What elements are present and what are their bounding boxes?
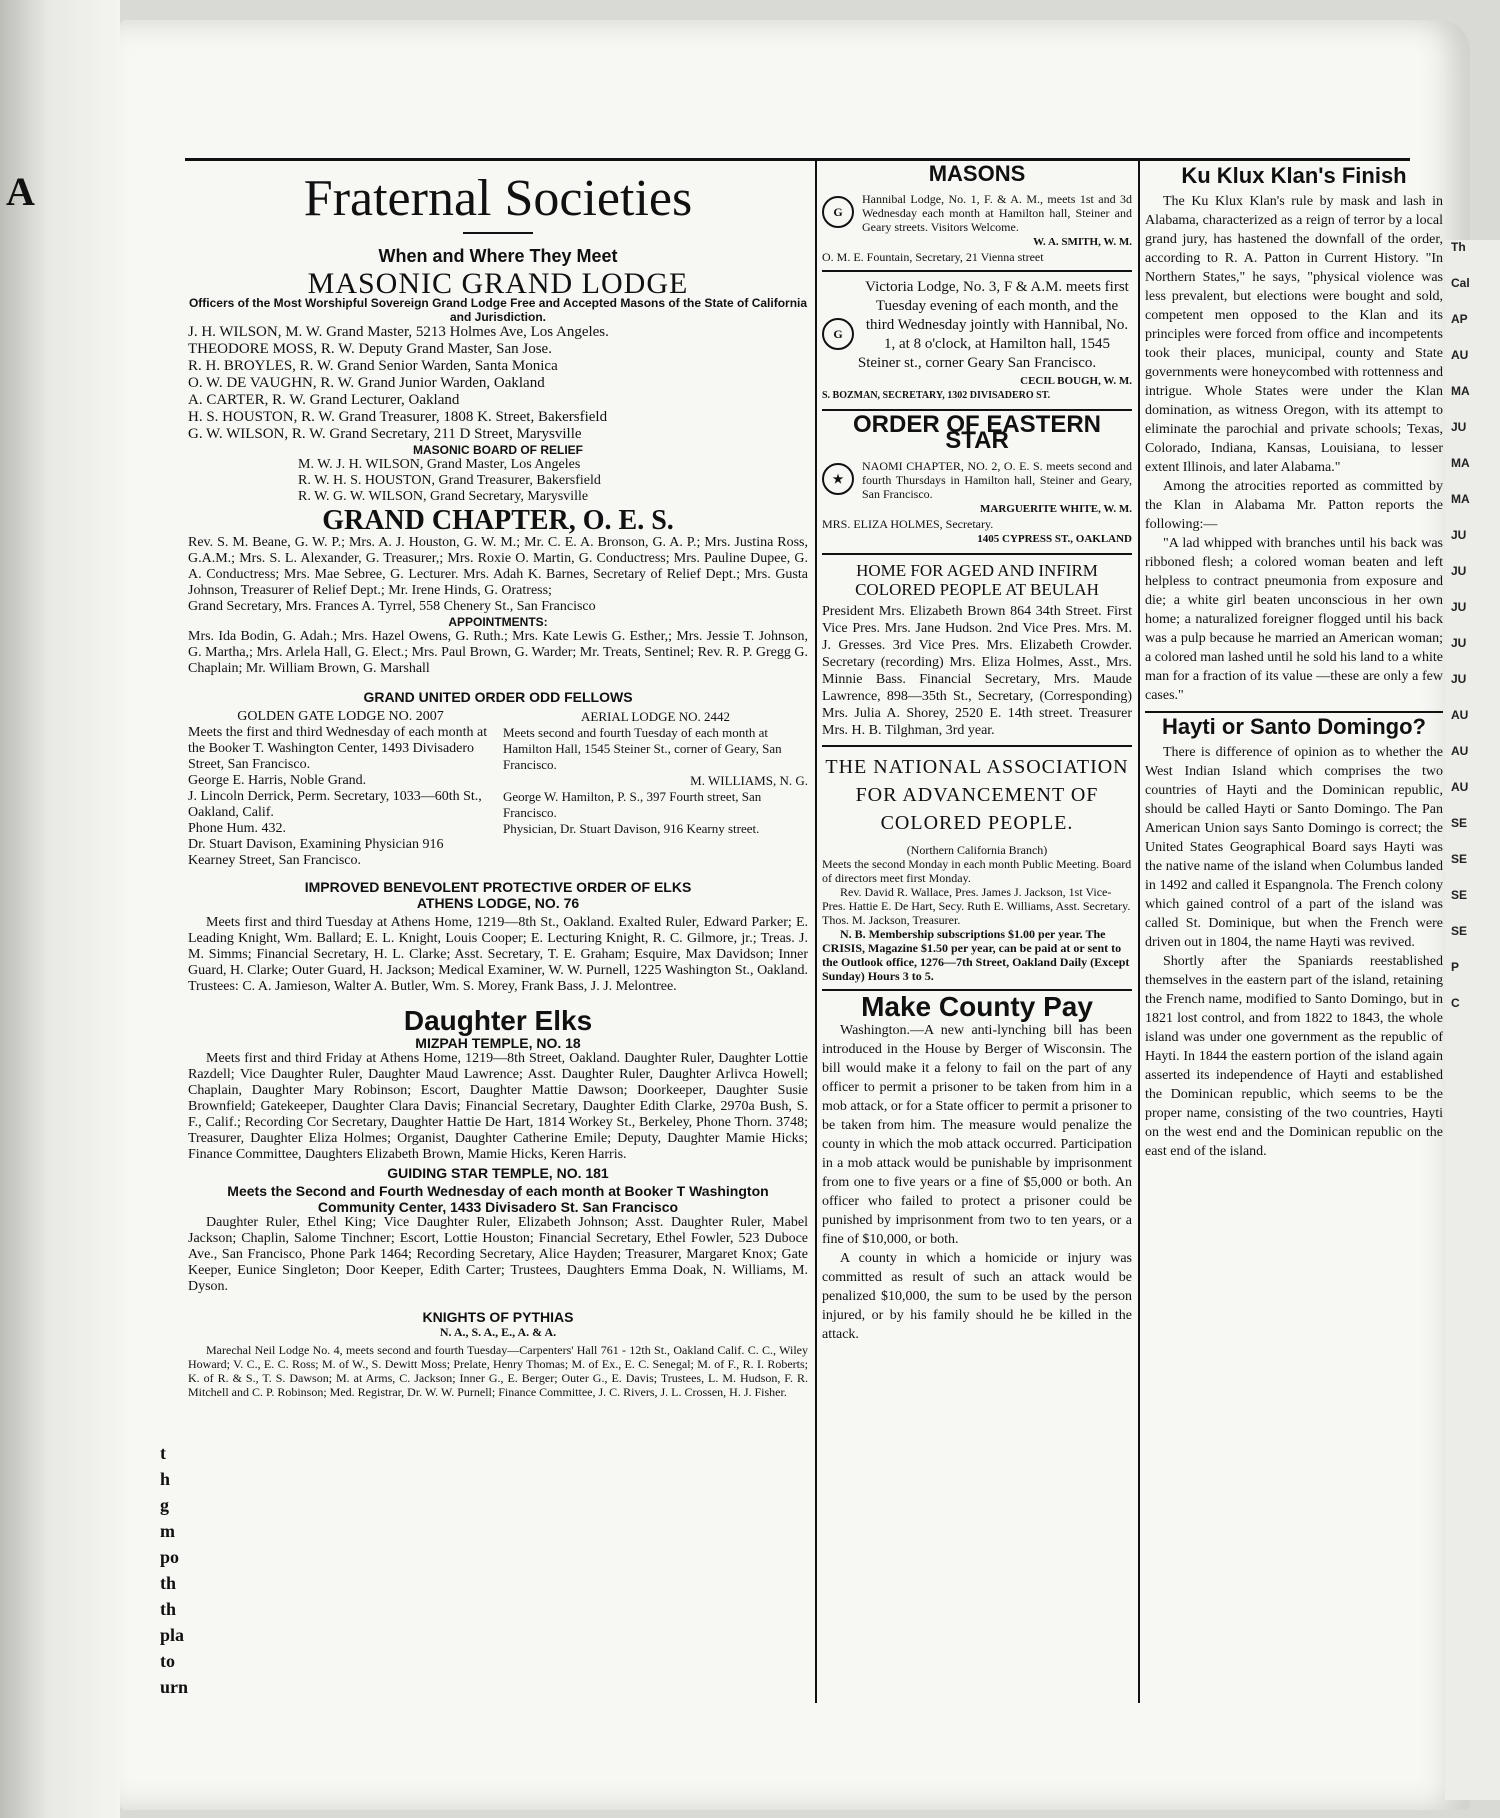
column-rule-2 [1138,158,1140,1703]
right-edge-fragment: C [1451,996,1460,1010]
stub-fragment-line: h [160,1469,171,1489]
mgl-officers [188,324,808,443]
page-title: Fraternal Societies [303,170,693,227]
stub-fragment-line: m [160,1521,175,1541]
masonic-grand-lodge-heading: MASONIC GRAND LODGE [307,267,689,300]
right-edge-fragment: MA [1451,384,1470,398]
right-edge-fragment: P [1451,960,1460,974]
divider [822,553,1132,555]
left-stub-fragment [160,1440,189,1700]
naomi-signature: MARGUERITE WHITE, W. M. [980,503,1132,515]
hayti-heading: Hayti or Santo Domingo? [1162,714,1426,739]
right-edge-fragment: AU [1451,780,1469,794]
victoria-signature: CECIL BOUGH, W. M. [1020,375,1132,387]
column-rule-1 [815,158,817,1703]
middle-column [822,162,1132,1344]
officer-line: R. H. BROYLES, R. W. Grand Senior Warden, Santa Monica [188,358,558,374]
right-edge-fragment: SE [1451,816,1468,830]
appointments-heading: APPOINTMENTS: [448,615,548,629]
right-edge-fragment: AU [1451,348,1469,362]
officer-line: G. W. WILSON, R. W. Grand Secretary, 211 D Street, Marysville [188,426,582,442]
square-compass-icon: G [822,318,854,350]
divider [822,745,1132,747]
grand-chapter-heading: GRAND CHAPTER, O. E. S. [322,505,674,536]
mizpah-heading: MIZPAH TEMPLE, NO. 18 [415,1035,581,1051]
victoria-secretary: S. BOZMAN, SECRETARY, 1302 DIVISADERO ST. [822,390,1051,401]
left-page-letter: A [6,169,35,214]
home-aged-text: President Mrs. Elizabeth Brown 864 34th Street. First Vice Pres. Mrs. Jane Hudson. 2nd Vice Pres. Mrs. M. J. Gresses. 3rd Vice Pres. Mrs. Elizabeth Crowder. Secretary (recording) Mrs. Eliza Holmes, Asst., Mrs. Minnie Bass. Financial Secretary, Mrs. Maude Lawrence, 898—35th St., Secretary, (Corresponding) Mrs. Julia A. Shorey, 2520 E. 14th street. Treasurer Mrs. H. B. Tilghman, 3rd year. [822,604,1132,738]
stub-fragment-line: po [160,1547,180,1567]
stub-fragment-line: urn [160,1677,189,1697]
right-edge-fragment: JU [1451,672,1467,686]
kkk-paragraph-2: Among the atrocities reported as committed by the Klan in Alabama Mr. Patton reports the following:— [1145,479,1443,532]
masons-heading: MASONS [928,161,1026,186]
home-aged-heading: HOME FOR AGED AND INFIRM COLORED PEOPLE AT BEULAH [855,561,1099,599]
hayti-paragraph-1: There is difference of opinion as to whether the West Indian Island which comprises the two countries of Hayti and the Dominican republic, should be called Hayti or Santo Domingo. The Pan American Union says Santo Domingo is correct; the United States Geographical Board says Hayti was the native name of the island when Columbus landed in 1492 and called it Espangnola. The French colony which gained control of a part of the island was called St. Dominique, but when the French were driven out in 1804, the name Hayti was revived. [1145,745,1443,950]
aerial-lodge [503,709,808,869]
right-column [1145,162,1443,1161]
mizpah-text: Meets first and third Friday at Athens Home, 1219—8th Street, Oakland. Daughter Ruler, Daughter Lottie Razdell; Vice Daughter Ruler, Daughter Maud Lawrence; Asst. Daughter Ruler, Daughter Arlivca Howell; Chaplain, Daughter Mary Robinson; Escort, Daughter Mattie Dawson; Doorkeeper, Daughter Susie Brownfield; Gatekeeper, Daughter Clara Davis; Financial Secretary, Daughter Edith Clarke, 2970a Bush, S. F., Calif.; Recording Cor Secretary, Daughter Hattie De Hart, 1814 Workey St., Berkeley, Phone Thorn. 3748; Treasurer, Daughter Eliza Holmes; Organist, Daughter Catherine Emile; Deputy, Daughter Mamie Hicks; Finance Committee, Daughters Elizabeth Brown, Mamie Hicks, Keren Harris. [188,1051,808,1162]
right-edge-fragment: SE [1451,924,1468,938]
right-edge-fragment: JU [1451,420,1467,434]
aerial-text: Meets second and fourth Tuesday of each month at Hamilton Hall, 1545 Steiner St., corner of Geary, San Francisco. [503,725,782,772]
kkk-paragraph-1: The Ku Klux Klan's rule by mask and lash in Alabama, characterized as a reign of terror by a local grand jury, has hastened the downfall of the order, according to R. A. Patton in Current History. "In Northern States," he says, "physical violence was less prevalent, but elections were bought and sold, competent men opposed to the Klan and its principles were forced from office and incompetents took their places, municipal, county and State governments were honeycombed with rottenness and intrigue. Whole States were under the Klan domination, as witness Oregon, with its attempt to eliminate the parochial and private schools; Texas, Colorado, Indiana, Kansas, Louisiana, to lesser extent Illinois, and later Alabama." [1145,194,1443,475]
stub-fragment-line: th [160,1573,177,1593]
hannibal-lodge-text: Hannibal Lodge, No. 1, F. & A. M., meets 1st and 3d Wednesday each month at Hamilton hall, Steiner and Geary streets. Visitors Welcome. [862,192,1132,234]
aerial-signature: M. WILLIAMS, N. G. [690,773,808,788]
golden-gate-title: GOLDEN GATE LODGE NO. 2007 [237,709,444,724]
naacp-membership: N. B. Membership subscriptions $1.00 per year. The CRISIS, Magazine $1.50 per year, can be paid at or sent to the Outlook office, 1276—7th Street, Oakland Daily (Except Sunday) Hours 3 to 5. [822,927,1130,983]
right-edge-fragment: Cal [1451,276,1470,290]
right-edge-fragment: MA [1451,492,1470,506]
eastern-star-heading: ORDER OF EASTERN STAR [852,411,1101,454]
odd-fellows-heading: GRAND UNITED ORDER ODD FELLOWS [363,689,633,705]
guiding-star-heading: GUIDING STAR TEMPLE, NO. 181 [387,1165,609,1181]
naacp-branch: (Northern California Branch) [906,843,1048,857]
naacp-officers: Rev. David R. Wallace, Pres. James J. Jackson, 1st Vice-Pres. Hattie E. De Hart, Secy. Ruth E. Williams, Asst. Secretary. Thos. M. Jackson, Treasurer. [822,885,1131,927]
right-edge-fragment: JU [1451,528,1467,542]
elks-text: Meets first and third Tuesday at Athens Home, 1219—8th St., Oakland. Exalted Ruler, Edward Parker; E. Leading Knight, Wm. Ballard; E. L. Knight, Louis Cooper; E. Lecturing Knight, R. C. Gilmore, jr.; Treas. J. M. Simms; Financial Secretary, H. L. Clarke; Asst. Secretary, T. E. Graham; Esquire, Max Davidson; Inner Guard, H. Clarke; Outer Guard, H. Jackson; Medical Examiner, W. W. Purnell, 1225 Washington St., Oakland. Trustees: C. A. Jamieson, Walter A. Butler, Wm. S. Morey, Frank Bass, J. J. Melontree. [188,915,808,994]
stub-fragment-line: t [160,1443,166,1463]
grand-chapter-text: Rev. S. M. Beane, G. W. P.; Mrs. A. J. Houston, G. W. M.; Mr. C. E. A. Bronson, G. A. P.; Mrs. Justina Ross, G.A.M.; Mrs. S. L. Alexander, G. Treasurer,; Mrs. Roxie O. Martin, G. Conductress; Mrs. Pauline Dupee, G. A. Conductress; Mrs. Mae Sebree, G. Lecturer. Mrs. Adah K. Barnes, Secretary of Relief Dept.; Mrs. Gusta Johnson, Treasurer of Relief Dept.; Mr. Irene Hinds, G. Oratress; [188,535,808,598]
lodge-officer-line: J. Lincoln Derrick, Perm. Secretary, 1033—60th St., Oakland, Calif. [188,789,482,820]
stub-fragment-line: th [160,1599,177,1619]
kkk-paragraph-3: "A lad whipped with branches until his back was ribboned flesh; a colored woman beaten and left helpless to contract pneumonia from exposure and die; a white girl beaten unconscious in her own home; a naturalized foreigner flogged until his back was a pulp because he married an American woman; a colored man lashed until he sold his land to a white man for a fraction of its value —these are only a few cases." [1145,536,1443,703]
officer-line: THEODORE MOSS, R. W. Deputy Grand Master, San Jose. [188,341,552,357]
officer-line: A. CARTER, R. W. Grand Lecturer, Oakland [188,392,460,408]
guiding-star-meets: Meets the Second and Fourth Wednesday of each month at Booker T Washington Community Center, 1433 Divisadero St. San Francisco [227,1183,769,1215]
title-divider [463,232,533,234]
aerial-officers [503,789,808,837]
officer-line: J. H. WILSON, M. W. Grand Master, 5213 Holmes Ave, Los Angeles. [188,324,609,340]
pythias-text: Marechal Neil Lodge No. 4, meets second and fourth Tuesday—Carpenters' Hall 761 - 12th St., Oakland Calif. C. C., Wiley Howard; V. C., E. C. Ross; M. of W., S. Dewitt Moss; Prelate, Henry Thomas; M. of Ex., E. C. Senegal; M. of F., R. I. Roberts; K. of R. & S., T. S. Dawson; M. at Arms, C. Jackson; Inner G., E. Berger; Outer G., E. Davis; Trustees, L. M. Hudson, F. R. Mitchell and C. P. Robinson; Med. Registrar, Dr. W. W. Purnell; Finance Committee, J. C. Rivers, J. L. Crossen, H. J. Fisher. [188,1343,808,1399]
county-paragraph-2: A county in which a homicide or injury was committed as result of such an attack would be penalized $10,000, the sum to be used by the person injured, or by his family should he be killed in the attack. [822,1251,1132,1342]
golden-gate-lodge [188,709,493,869]
lodge-officer-line: Physician, Dr. Stuart Davison, 916 Kearny street. [503,821,760,836]
county-paragraph-1: Washington.—A new anti-lynching bill has been introduced in the House by Berger of Wisconsin. The bill would make it a felony to fail on the part of any officer to permit a prisoner to be taken from him in a mob attack, or for a State officer to permit a prisoner to be taken from him. The measure would penalize the county in which the mob attack occurred. Participation in a mob attack would be punishable by imprisonment from one to five years or a fine of $5,000 or both. An officer who failed to protect a prisoner could be punished by imprisonment from two to ten years, or a fine of $10,000, or both. [822,1023,1132,1247]
daughter-elks-heading: Daughter Elks [403,1005,593,1036]
hannibal-secretary: O. M. E. Fountain, Secretary, 21 Vienna street [822,250,1044,264]
page-subtitle: When and Where They Meet [378,246,618,266]
golden-gate-text: Meets the first and third Wednesday of each month at the Booker T. Washington Center, 1493 Divisadero Street, San Francisco. [188,725,488,772]
odd-fellows-lodges [188,709,808,869]
naacp-meetings: Meets the second Monday in each month Public Meeting. Board of directors meet first Monday. [822,857,1132,885]
mgl-intro: Officers of the Most Worshipful Sovereign Grand Lodge Free and Accepted Masons of the State of California and Jurisdiction. [188,296,808,324]
officer-line: O. W. DE VAUGHN, R. W. Grand Junior Warden, Oakland [188,375,545,391]
grand-chapter-secretary: Grand Secretary, Mrs. Frances A. Tyrrel, 558 Chenery St., San Francisco [188,599,596,614]
lodge-officer-line: George E. Harris, Noble Grand. [188,773,367,788]
elks-heading: IMPROVED BENEVOLENT PROTECTIVE ORDER OF ELKS [304,879,692,895]
relief-line: M. W. J. H. WILSON, Grand Master, Los Angeles [298,457,581,472]
lodge-officer-line: George W. Hamilton, P. S., 397 Fourth street, San Francisco. [503,789,762,820]
stub-fragment-line: to [160,1651,175,1671]
relief-officers [188,457,808,505]
square-compass-icon: G [822,196,854,228]
officer-line: H. S. HOUSTON, R. W. Grand Treasurer, 1808 K. Street, Bakersfield [188,409,608,425]
right-edge-fragment: MA [1451,456,1470,470]
divider [1145,711,1443,713]
naomi-secretary: MRS. ELIZA HOLMES, Secretary. [822,517,994,531]
victoria-lodge-text: Victoria Lodge, No. 3, F & A.M. meets first Tuesday evening of each month, and the third Wednesday jointly with Hannibal, No. 1, at 8 o'clock, at Hamilton hall, 1545 Steiner st., corner Geary San Francisco. [857,279,1129,371]
right-edge-fragment: AP [1451,312,1468,326]
naomi-chapter-text: NAOMI CHAPTER, NO. 2, O. E. S. meets second and fourth Thursdays in Hamilton hall, Steiner and Geary, San Francisco. [862,459,1132,501]
hannibal-signature: W. A. SMITH, W. M. [1033,236,1132,248]
eastern-star-icon: ★ [822,463,854,495]
pythias-sub: N. A., S. A., E., A. & A. [439,1325,557,1339]
guiding-star-text: Daughter Ruler, Ethel King; Vice Daughter Ruler, Elizabeth Johnson; Asst. Daughter Ruler, Mabel Jackson; Chaplin, Salome Tinchner; Escort, Lottie Houston; Financial Secretary, Ethel Fowler, 523 Duboce Ave., San Francisco, Phone Park 1464; Recording Secretary, Alice Hayden; Treasurer, Margaret Knox; Gate Keeper, Eunice Singleton; Door Keeper, Edith Carter; Trustees, Daughters Emma Doak, N. Williams, M. Dyson. [188,1215,808,1294]
stub-fragment-line: g [160,1495,169,1515]
naomi-address: 1405 CYPRESS ST., OAKLAND [977,533,1132,545]
right-page-edge [1445,240,1500,1800]
kkk-heading: Ku Klux Klan's Finish [1181,163,1407,188]
naacp-heading: THE NATIONAL ASSOCIATION FOR ADVANCEMENT OF COLORED PEOPLE. [825,756,1129,834]
fraternal-column [188,162,808,1399]
athens-lodge-heading: ATHENS LODGE, NO. 76 [416,895,580,911]
relief-line: R. W. G. W. WILSON, Grand Secretary, Marysville [298,489,589,504]
relief-line: R. W. H. S. HOUSTON, Grand Treasurer, Bakersfield [298,473,601,488]
appointments-text: Mrs. Ida Bodin, G. Adah.; Mrs. Hazel Owens, G. Ruth.; Mrs. Kate Lewis G. Esther,; Mrs. Jessie T. Johnson, G. Martha,; Mrs. Arlela Hall, G. Elect.; Mrs. Paul Brown, G. Warder; Mr. Treats, Sentinel; Rev. R. P. Gregg G. Chaplain; Mr. William Brown, G. Marshall [188,629,808,676]
pythias-heading: KNIGHTS OF PYTHIAS [422,1309,574,1325]
right-edge-fragment: SE [1451,888,1468,902]
right-edge-fragment: Th [1451,240,1466,254]
aerial-title: AERIAL LODGE NO. 2442 [581,709,730,724]
right-edge-fragment: JU [1451,636,1467,650]
hayti-paragraph-2: Shortly after the Spaniards reestablished themselves in the eastern part of the island, retaining the French name, modified to Santo Domingo, but in 1821 lost control, and from 1822 to 1843, the whole island was under one government as the republic of Hayti. In 1844 the eastern portion of the island again asserted its independence of Hayti and established the Dominican republic, which seems to be the proper name, consisting of the two countries, Hayti on the west end and the Dominican republic on the east end of the island. [1145,954,1443,1159]
top-rule [185,158,1410,161]
right-edge-fragment: JU [1451,600,1467,614]
make-county-pay-heading: Make County Pay [861,991,1093,1022]
divider [822,270,1132,272]
left-page-edge [0,0,120,1818]
lodge-officer-line: Dr. Stuart Davison, Examining Physician 916 Kearney Street, San Francisco. [188,837,444,868]
right-edge-fragment: AU [1451,708,1469,722]
right-edge-fragment: AU [1451,744,1469,758]
golden-gate-officers [188,773,493,869]
stub-fragment-line: pla [160,1625,185,1645]
right-edge-fragment: JU [1451,564,1467,578]
lodge-officer-line: Phone Hum. 432. [188,821,286,836]
relief-heading: MASONIC BOARD OF RELIEF [413,443,583,457]
right-edge-fragment: SE [1451,852,1468,866]
